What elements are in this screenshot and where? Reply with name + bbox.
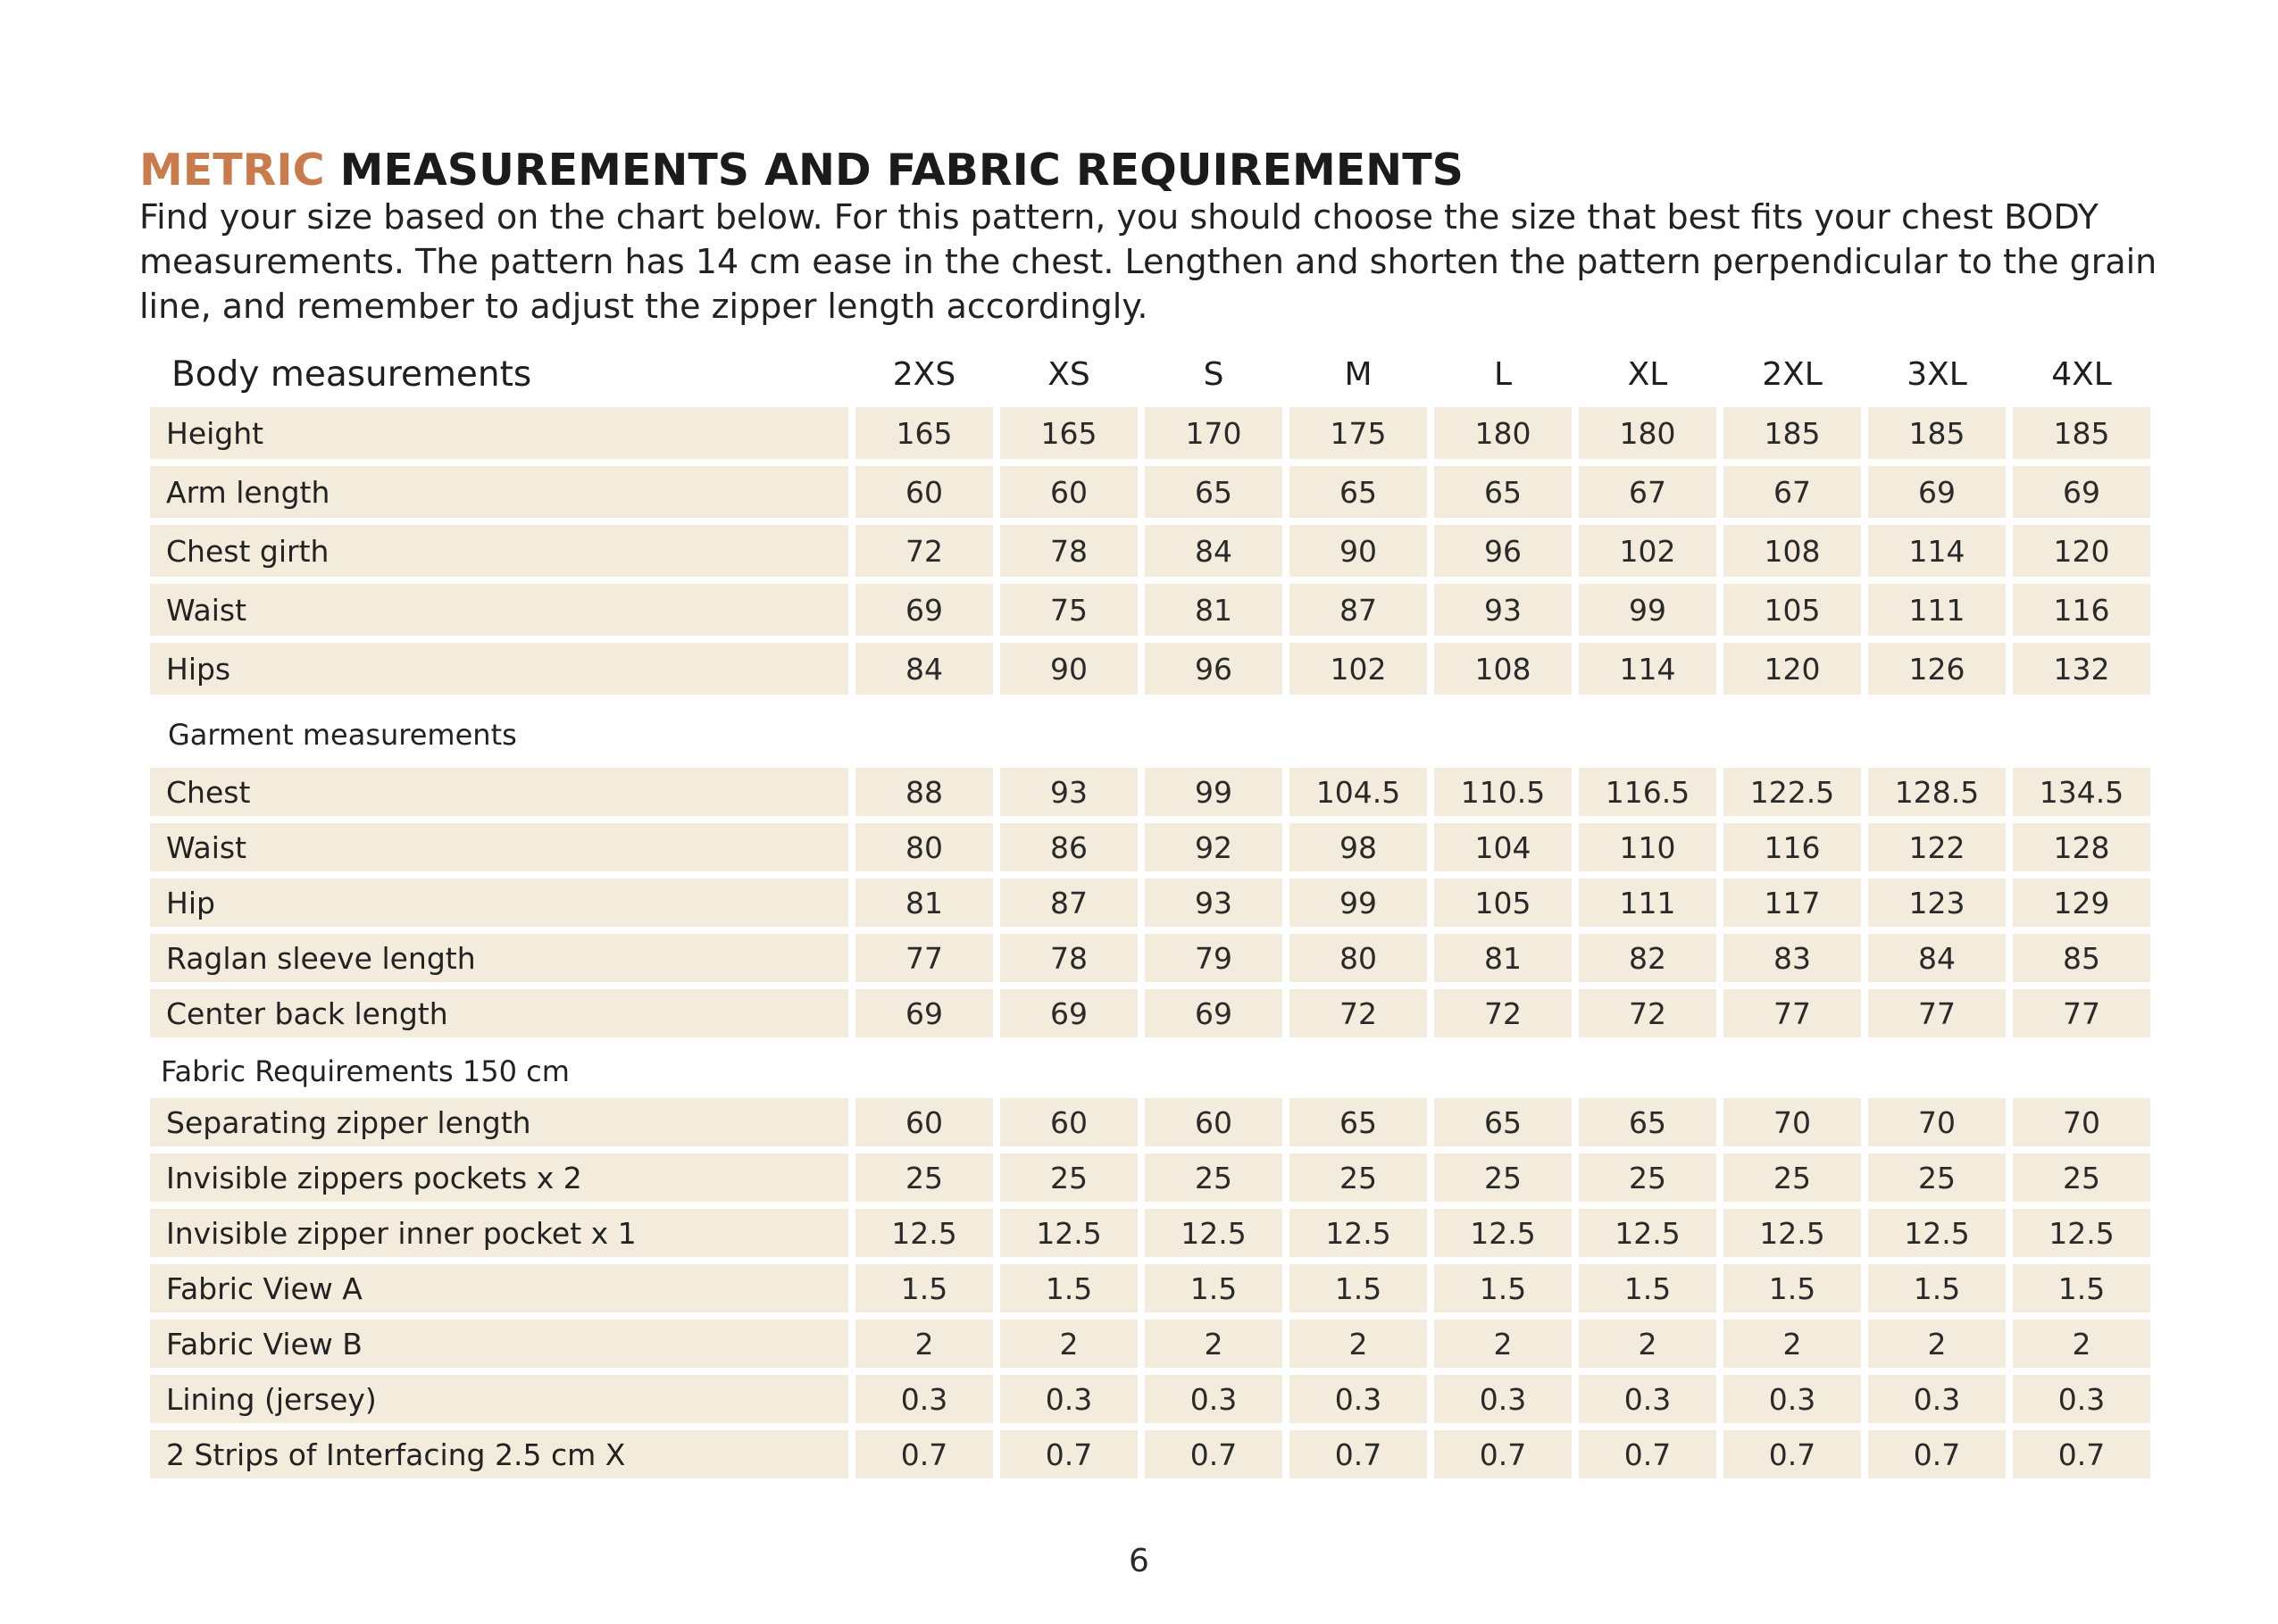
size-value-cell: 25 — [1434, 1153, 1572, 1209]
table-row — [150, 525, 2150, 584]
size-value-cell: 0.3 — [855, 1375, 993, 1430]
size-value-cell: 77 — [2013, 989, 2150, 1045]
garment-section-label: Garment measurements — [168, 718, 517, 752]
size-value-cell: 65 — [1434, 466, 1572, 525]
table-row — [150, 1153, 2150, 1209]
size-value-cell: 0.3 — [1000, 1375, 1138, 1430]
size-value-cell: 82 — [1579, 934, 1716, 989]
size-value-cell: 25 — [855, 1153, 993, 1209]
size-value-cell: 90 — [1000, 643, 1138, 702]
size-value-cell: 65 — [1145, 466, 1282, 525]
size-value-cell: 128 — [2013, 823, 2150, 879]
size-header: 2XS — [892, 355, 956, 393]
size-header: 3XL — [1907, 355, 1967, 393]
size-value-cell: 77 — [1723, 989, 1861, 1045]
size-value-cell: 25 — [1145, 1153, 1282, 1209]
size-value-cell: 108 — [1434, 643, 1572, 702]
size-value-cell: 0.7 — [1289, 1430, 1427, 1486]
garment-section-row — [150, 702, 2150, 768]
size-value-cell: 1.5 — [1579, 1264, 1716, 1320]
table-row — [150, 643, 2150, 702]
size-value-cell: 25 — [1289, 1153, 1427, 1209]
size-value-cell: 122 — [1868, 823, 2006, 879]
row-label: Raglan sleeve length — [150, 934, 848, 989]
size-value-cell: 1.5 — [2013, 1264, 2150, 1320]
size-value-cell: 69 — [1000, 989, 1138, 1045]
size-value-cell: 2 — [1723, 1320, 1861, 1375]
size-header: XS — [1047, 355, 1090, 393]
size-value-cell: 134.5 — [2013, 768, 2150, 823]
size-value-cell: 60 — [855, 466, 993, 525]
size-value-cell: 105 — [1723, 584, 1861, 643]
size-value-cell: 25 — [1868, 1153, 2006, 1209]
table-row — [150, 1098, 2150, 1153]
size-value-cell: 0.7 — [1000, 1430, 1138, 1486]
size-value-cell: 185 — [1723, 407, 1861, 466]
size-value-cell: 65 — [1289, 466, 1427, 525]
size-value-cell: 102 — [1579, 525, 1716, 584]
size-value-cell: 75 — [1000, 584, 1138, 643]
row-label: Waist — [150, 584, 848, 643]
size-value-cell: 92 — [1145, 823, 1282, 879]
table-row — [150, 823, 2150, 879]
size-value-cell: 99 — [1579, 584, 1716, 643]
size-value-cell: 175 — [1289, 407, 1427, 466]
table-row — [150, 1209, 2150, 1264]
size-value-cell: 116.5 — [1579, 768, 1716, 823]
size-value-cell: 81 — [855, 879, 993, 934]
size-value-cell: 114 — [1579, 643, 1716, 702]
size-value-cell: 12.5 — [1579, 1209, 1716, 1264]
size-value-cell: 1.5 — [1868, 1264, 2006, 1320]
size-value-cell: 105 — [1434, 879, 1572, 934]
size-value-cell: 0.3 — [1434, 1375, 1572, 1430]
row-label: Lining (jersey) — [150, 1375, 848, 1430]
table-row — [150, 1375, 2150, 1430]
size-value-cell: 165 — [1000, 407, 1138, 466]
size-value-cell: 111 — [1579, 879, 1716, 934]
size-value-cell: 81 — [1434, 934, 1572, 989]
size-value-cell: 70 — [1868, 1098, 2006, 1153]
table-row — [150, 1430, 2150, 1486]
table-row — [150, 768, 2150, 823]
size-value-cell: 25 — [1579, 1153, 1716, 1209]
size-value-cell: 60 — [1145, 1098, 1282, 1153]
size-value-cell: 102 — [1289, 643, 1427, 702]
size-value-cell: 88 — [855, 768, 993, 823]
row-label: Center back length — [150, 989, 848, 1045]
row-label: Fabric View B — [150, 1320, 848, 1375]
size-value-cell: 0.3 — [1289, 1375, 1427, 1430]
size-value-cell: 120 — [1723, 643, 1861, 702]
size-value-cell: 126 — [1868, 643, 2006, 702]
size-value-cell: 93 — [1434, 584, 1572, 643]
heading-rest: MEASUREMENTS AND FABRIC REQUIREMENTS — [324, 145, 1464, 196]
size-value-cell: 69 — [1145, 989, 1282, 1045]
size-header: 2XL — [1762, 355, 1823, 393]
size-value-cell: 70 — [1723, 1098, 1861, 1153]
size-value-cell: 87 — [1000, 879, 1138, 934]
size-value-cell: 1.5 — [855, 1264, 993, 1320]
size-value-cell: 60 — [1000, 466, 1138, 525]
size-value-cell: 69 — [1868, 466, 2006, 525]
size-value-cell: 78 — [1000, 934, 1138, 989]
size-value-cell: 72 — [1579, 989, 1716, 1045]
size-value-cell: 1.5 — [1289, 1264, 1427, 1320]
size-value-cell: 114 — [1868, 525, 2006, 584]
row-label: Hips — [150, 643, 848, 702]
size-value-cell: 0.7 — [855, 1430, 993, 1486]
size-value-cell: 2 — [1434, 1320, 1572, 1375]
size-value-cell: 72 — [1434, 989, 1572, 1045]
size-header-row — [150, 341, 2150, 407]
size-value-cell: 12.5 — [1289, 1209, 1427, 1264]
size-value-cell: 96 — [1145, 643, 1282, 702]
size-value-cell: 1.5 — [1000, 1264, 1138, 1320]
size-value-cell: 128.5 — [1868, 768, 2006, 823]
size-value-cell: 180 — [1579, 407, 1716, 466]
size-value-cell: 85 — [2013, 934, 2150, 989]
size-value-cell: 2 — [2013, 1320, 2150, 1375]
size-value-cell: 25 — [1000, 1153, 1138, 1209]
size-value-cell: 0.3 — [2013, 1375, 2150, 1430]
size-value-cell: 2 — [1579, 1320, 1716, 1375]
size-value-cell: 1.5 — [1145, 1264, 1282, 1320]
size-value-cell: 12.5 — [1434, 1209, 1572, 1264]
size-value-cell: 2 — [1868, 1320, 2006, 1375]
size-value-cell: 0.3 — [1723, 1375, 1861, 1430]
size-value-cell: 86 — [1000, 823, 1138, 879]
size-value-cell: 117 — [1723, 879, 1861, 934]
row-label: Waist — [150, 823, 848, 879]
size-value-cell: 122.5 — [1723, 768, 1861, 823]
size-value-cell: 84 — [855, 643, 993, 702]
row-label: Chest — [150, 768, 848, 823]
size-value-cell: 1.5 — [1723, 1264, 1861, 1320]
size-value-cell: 72 — [1289, 989, 1427, 1045]
size-value-cell: 123 — [1868, 879, 2006, 934]
size-value-cell: 111 — [1868, 584, 2006, 643]
size-value-cell: 78 — [1000, 525, 1138, 584]
table-row — [150, 1320, 2150, 1375]
size-value-cell: 170 — [1145, 407, 1282, 466]
body-measurements-title: Body measurements — [171, 354, 532, 395]
row-label: Invisible zipper inner pocket x 1 — [150, 1209, 848, 1264]
size-value-cell: 0.7 — [1434, 1430, 1572, 1486]
fabric-requirements-rows — [150, 1098, 2150, 1486]
size-value-cell: 0.7 — [1723, 1430, 1861, 1486]
size-value-cell: 84 — [1868, 934, 2006, 989]
fabric-section-label: Fabric Requirements 150 cm — [161, 1054, 570, 1088]
size-value-cell: 180 — [1434, 407, 1572, 466]
size-value-cell: 165 — [855, 407, 993, 466]
page-heading — [139, 143, 1464, 198]
size-header: S — [1203, 355, 1224, 393]
size-value-cell: 0.3 — [1868, 1375, 2006, 1430]
size-value-cell: 67 — [1723, 466, 1861, 525]
size-value-cell: 0.3 — [1579, 1375, 1716, 1430]
size-value-cell: 80 — [1289, 934, 1427, 989]
row-label: Fabric View A — [150, 1264, 848, 1320]
size-value-cell: 69 — [855, 584, 993, 643]
size-value-cell: 0.7 — [2013, 1430, 2150, 1486]
size-value-cell: 2 — [1289, 1320, 1427, 1375]
size-value-cell: 84 — [1145, 525, 1282, 584]
size-value-cell: 98 — [1289, 823, 1427, 879]
row-label: Arm length — [150, 466, 848, 525]
table-row — [150, 879, 2150, 934]
row-label: Chest girth — [150, 525, 848, 584]
size-value-cell: 110.5 — [1434, 768, 1572, 823]
size-value-cell: 60 — [855, 1098, 993, 1153]
size-value-cell: 69 — [855, 989, 993, 1045]
size-value-cell: 25 — [1723, 1153, 1861, 1209]
size-value-cell: 83 — [1723, 934, 1861, 989]
size-value-cell: 104.5 — [1289, 768, 1427, 823]
size-value-cell: 185 — [2013, 407, 2150, 466]
size-value-cell: 93 — [1145, 879, 1282, 934]
size-value-cell: 0.7 — [1145, 1430, 1282, 1486]
size-value-cell: 108 — [1723, 525, 1861, 584]
size-value-cell: 12.5 — [1868, 1209, 2006, 1264]
size-header: L — [1493, 355, 1513, 393]
table-row — [150, 466, 2150, 525]
size-header: XL — [1627, 355, 1668, 393]
garment-measurements-rows — [150, 768, 2150, 1045]
size-value-cell: 65 — [1434, 1098, 1572, 1153]
size-value-cell: 116 — [2013, 584, 2150, 643]
size-header: M — [1344, 355, 1373, 393]
size-value-cell: 0.7 — [1868, 1430, 2006, 1486]
body-measurements-rows — [150, 407, 2150, 702]
size-value-cell: 12.5 — [2013, 1209, 2150, 1264]
size-value-cell: 87 — [1289, 584, 1427, 643]
size-value-cell: 90 — [1289, 525, 1427, 584]
row-label: Height — [150, 407, 848, 466]
size-value-cell: 79 — [1145, 934, 1282, 989]
size-value-cell: 96 — [1434, 525, 1572, 584]
size-value-cell: 99 — [1145, 768, 1282, 823]
size-value-cell: 60 — [1000, 1098, 1138, 1153]
size-value-cell: 77 — [1868, 989, 2006, 1045]
size-value-cell: 93 — [1000, 768, 1138, 823]
size-value-cell: 69 — [2013, 466, 2150, 525]
size-value-cell: 99 — [1289, 879, 1427, 934]
size-value-cell: 81 — [1145, 584, 1282, 643]
size-value-cell: 185 — [1868, 407, 2006, 466]
size-value-cell: 116 — [1723, 823, 1861, 879]
size-value-cell: 67 — [1579, 466, 1716, 525]
size-value-cell: 65 — [1289, 1098, 1427, 1153]
row-label: Invisible zippers pockets x 2 — [150, 1153, 848, 1209]
size-value-cell: 120 — [2013, 525, 2150, 584]
size-value-cell: 12.5 — [1145, 1209, 1282, 1264]
row-label: 2 Strips of Interfacing 2.5 cm X — [150, 1430, 848, 1486]
row-label: Hip — [150, 879, 848, 934]
size-value-cell: 72 — [855, 525, 993, 584]
size-value-cell: 0.7 — [1579, 1430, 1716, 1486]
row-label: Separating zipper length — [150, 1098, 848, 1153]
table-row — [150, 1264, 2150, 1320]
table-row — [150, 584, 2150, 643]
size-value-cell: 0.3 — [1145, 1375, 1282, 1430]
page-number: 6 — [1129, 1543, 1149, 1579]
size-value-cell: 25 — [2013, 1153, 2150, 1209]
table-row — [150, 989, 2150, 1045]
size-value-cell: 65 — [1579, 1098, 1716, 1153]
size-value-cell: 132 — [2013, 643, 2150, 702]
size-value-cell: 129 — [2013, 879, 2150, 934]
size-value-cell: 80 — [855, 823, 993, 879]
heading-accent: METRIC — [139, 145, 325, 196]
size-value-cell: 12.5 — [1000, 1209, 1138, 1264]
size-value-cell: 104 — [1434, 823, 1572, 879]
size-value-cell: 12.5 — [855, 1209, 993, 1264]
size-value-cell: 1.5 — [1434, 1264, 1572, 1320]
size-header: 4XL — [2051, 355, 2112, 393]
size-value-cell: 12.5 — [1723, 1209, 1861, 1264]
size-value-cell: 70 — [2013, 1098, 2150, 1153]
table-row — [150, 934, 2150, 989]
size-chart-table — [143, 341, 2157, 1486]
fabric-section-row — [150, 1045, 2150, 1098]
size-value-cell: 110 — [1579, 823, 1716, 879]
intro-paragraph: Find your size based on the chart below. For this pattern, you should choose the size that best fits your chest BODY measurements. The pattern has 14 cm ease in the chest. Lengthen and shorten the pattern perpendicular to the grain line, and remember to adjust the zipper length accordingly. — [139, 197, 2157, 326]
size-value-cell: 77 — [855, 934, 993, 989]
table-row — [150, 407, 2150, 466]
size-value-cell: 2 — [1145, 1320, 1282, 1375]
size-value-cell: 2 — [1000, 1320, 1138, 1375]
size-value-cell: 2 — [855, 1320, 993, 1375]
